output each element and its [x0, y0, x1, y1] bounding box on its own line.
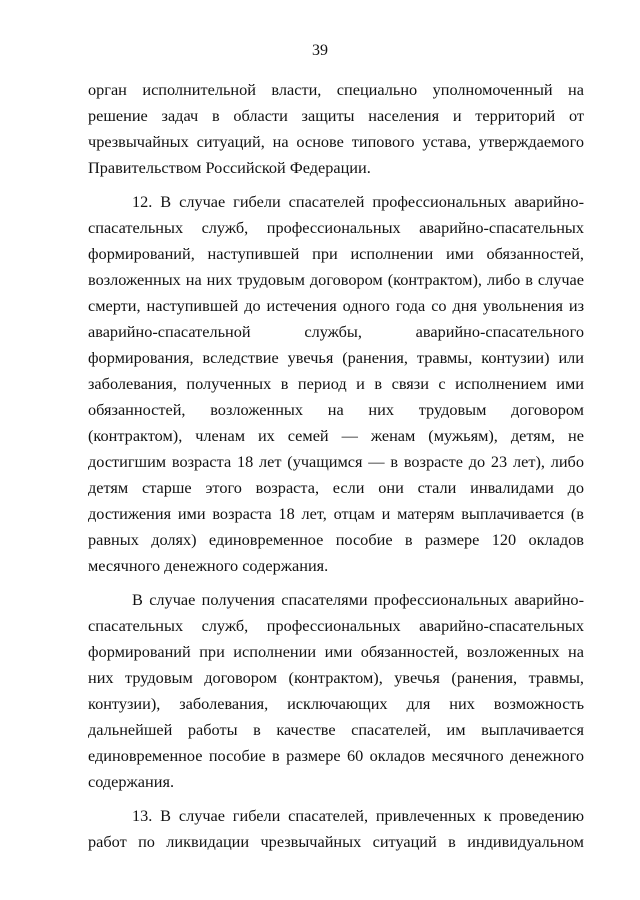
text-line: смерти, наступившей до истечения одного года со дня увольнения из — [88, 296, 584, 315]
text-line: орган исполнительной власти, специально уполномоченный на — [88, 80, 584, 99]
paragraph-continuation — [88, 77, 584, 181]
text-line: формирований, наступившей при исполнении ими обязанностей, — [88, 244, 584, 263]
paragraph-gap — [88, 795, 584, 803]
text-line: формирований при исполнении ими обязанностей, возложенных на — [88, 642, 584, 661]
text-line: формирования, вследствие увечья (ранения, травмы, контузии) или — [88, 348, 584, 367]
text-line: В случае получения спасателями профессиональных аварийно- — [132, 590, 584, 609]
paragraph-item-13 — [88, 803, 584, 855]
text-line: содержания. — [88, 772, 175, 791]
text-line: аварийно-спасательной службы, аварийно-спасательного — [88, 322, 584, 341]
text-line: контузии), заболевания, исключающих для них возможность — [88, 694, 584, 713]
text-line: месячного денежного содержания. — [88, 556, 329, 575]
text-line: решение задач в области защиты населения и территорий от — [88, 106, 584, 125]
text-line: спасательных служб, профессиональных аварийно-спасательных — [88, 218, 584, 237]
page-number: 39 — [312, 42, 328, 59]
text-line: дальнейшей работы в качестве спасателей, им выплачивается — [88, 720, 584, 739]
text-line: (контрактом), членам их семей — женам (мужьям), детям, не — [88, 426, 584, 445]
text-line: возложенных на них трудовым договором (контрактом), либо в случае — [88, 270, 584, 289]
text-line: заболевания, полученных в период и в связи с исполнением ими — [88, 374, 584, 393]
text-line: работ по ликвидации чрезвычайных ситуаций в индивидуальном — [88, 832, 584, 851]
text-line: равных долях) единовременное пособие в размере 120 окладов — [88, 530, 584, 549]
text-line: 13. В случае гибели спасателей, привлеченных к проведению — [132, 806, 584, 825]
text-line: детям старше этого возраста, если они стали инвалидами до — [88, 478, 584, 497]
paragraph-gap — [88, 181, 584, 189]
text-line: 12. В случае гибели спасателей профессиональных аварийно- — [132, 192, 584, 211]
paragraph-item-12 — [88, 189, 584, 579]
text-line: них трудовым договором (контрактом), увечья (ранения, травмы, — [88, 668, 584, 687]
text-line: достигшим возраста 18 лет (учащимся — в возрасте до 23 лет), либо — [88, 452, 584, 471]
document-body — [88, 77, 584, 855]
paragraph-injury-benefit — [88, 587, 584, 795]
text-line: обязанностей, возложенных на них трудовым договором — [88, 400, 584, 419]
text-line: достижения ими возраста 18 лет, отцам и матерям выплачивается (в — [88, 504, 584, 523]
text-line: Правительством Российской Федерации. — [88, 158, 371, 177]
paragraph-gap — [88, 579, 584, 587]
text-line: единовременное пособие в размере 60 окладов месячного денежного — [88, 746, 584, 765]
text-line: спасательных служб, профессиональных аварийно-спасательных — [88, 616, 584, 635]
text-line: чрезвычайных ситуаций, на основе типового устава, утверждаемого — [88, 132, 584, 151]
